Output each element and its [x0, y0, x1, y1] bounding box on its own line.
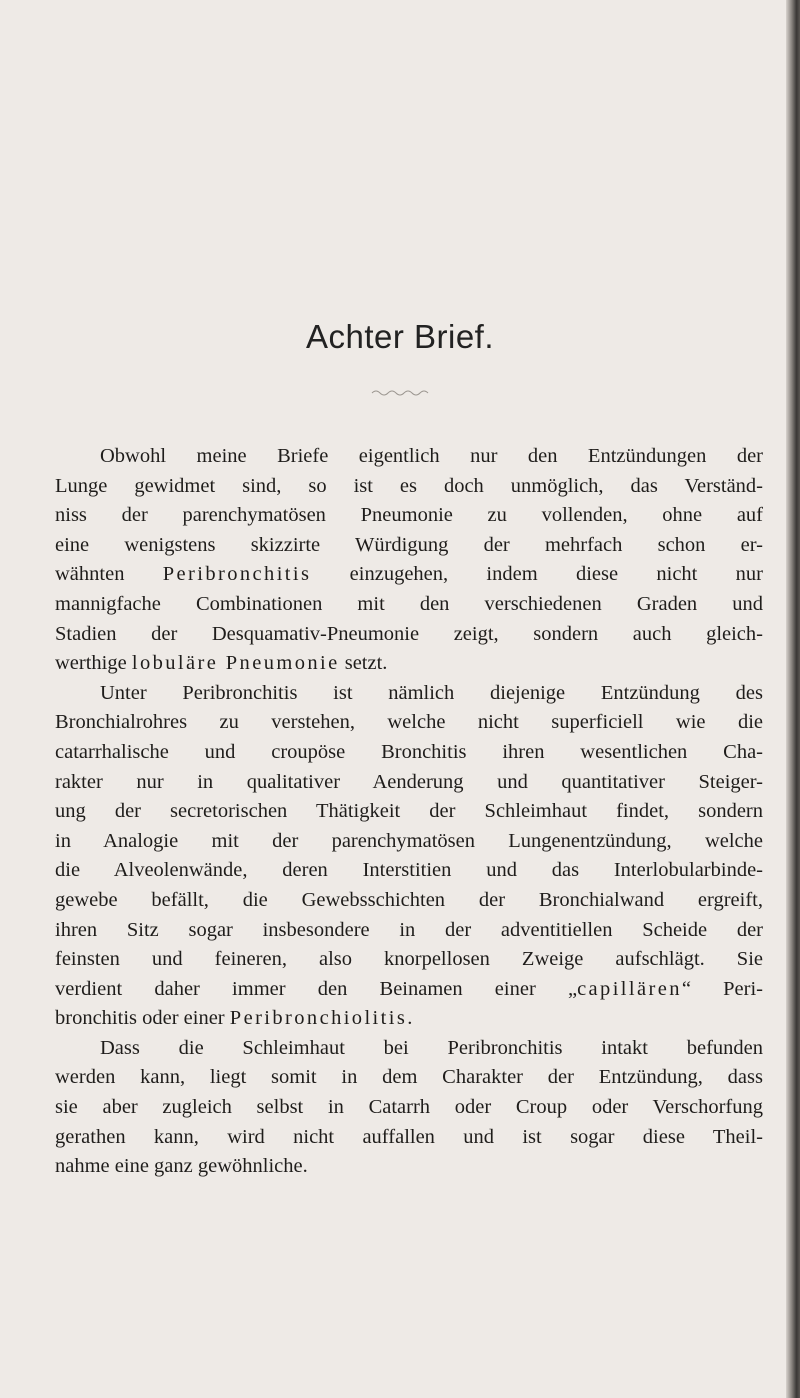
text-line: mannigfache Combinationen mit den verschiedenen Graden und — [55, 592, 763, 615]
text-line: ihren Sitz sogar insbesondere in der adventitiellen Scheide der — [55, 918, 763, 941]
spaced-term: capillären — [577, 977, 682, 1000]
text-line: verdient daher immer den Beinamen einer „capillären“ Peri- — [55, 977, 764, 1000]
page-edge — [786, 0, 800, 1398]
text-line: rakter nur in qualitativer Aenderung und quantitativer Steiger- — [55, 770, 763, 793]
chapter-title: Achter Brief. — [305, 318, 495, 355]
text-line: bronchitis oder einer Peribronchiolitis. — [55, 1007, 413, 1030]
text-line: wähnten Peribronchitis einzugehen, indem diese nicht nur — [55, 563, 763, 586]
text-line: werden kann, liegt somit in dem Charakter der Entzündung, dass — [55, 1066, 763, 1089]
text-line: in Analogie mit der parenchymatösen Lungenentzündung, welche — [55, 829, 763, 852]
text-line: Stadien der Desquamativ-Pneumonie zeigt, sondern auch gleich- — [55, 622, 763, 645]
text-line: ung der secretorischen Thätigkeit der Schleimhaut findet, sondern — [55, 800, 763, 823]
text-line: Lunge gewidmet sind, so ist es doch unmöglich, das Verständ- — [55, 474, 763, 497]
text-line: feinsten und feineren, also knorpellosen Zweige aufschlägt. Sie — [55, 948, 763, 971]
text-line: gerathen kann, wird nicht auffallen und ist sogar diese Theil- — [55, 1125, 763, 1148]
text-line: die Alveolenwände, deren Interstitien und das Interlobularbinde- — [55, 859, 763, 882]
text-line: Unter Peribronchitis ist nämlich diejenige Entzündung des — [100, 681, 763, 704]
text-line: sie aber zugleich selbst in Catarrh oder Croup oder Verschorfung — [55, 1096, 763, 1119]
text-line: catarrhalische und croupöse Bronchitis ihren wesentlichen Cha- — [55, 740, 763, 763]
spaced-term: Peribronchiolitis — [229, 1007, 408, 1030]
text-line: Bronchialrohres zu verstehen, welche nicht superficiell wie die — [55, 711, 763, 734]
text-line: werthige lobuläre Pneumonie setzt. — [55, 652, 388, 675]
text-line: niss der parenchymatösen Pneumonie zu vollenden, ohne auf — [55, 504, 763, 527]
text-line: Obwohl meine Briefe eigentlich nur den Entzündungen der — [100, 445, 763, 467]
text-line: gewebe befällt, die Gewebsschichten der Bronchialwand ergreift, — [55, 888, 763, 911]
wavy-ornament-icon — [370, 388, 430, 398]
text-line: eine wenigstens skizzirte Würdigung der mehrfach schon er- — [55, 533, 763, 556]
text-line: Dass die Schleimhaut bei Peribronchitis intakt befunden — [100, 1036, 763, 1059]
spaced-term: Peribronchitis — [162, 563, 312, 586]
body-text — [55, 442, 763, 1182]
text-line: nahme eine ganz gewöhnliche. — [55, 1155, 308, 1178]
spaced-term: lobuläre Pneumonie — [131, 652, 340, 675]
